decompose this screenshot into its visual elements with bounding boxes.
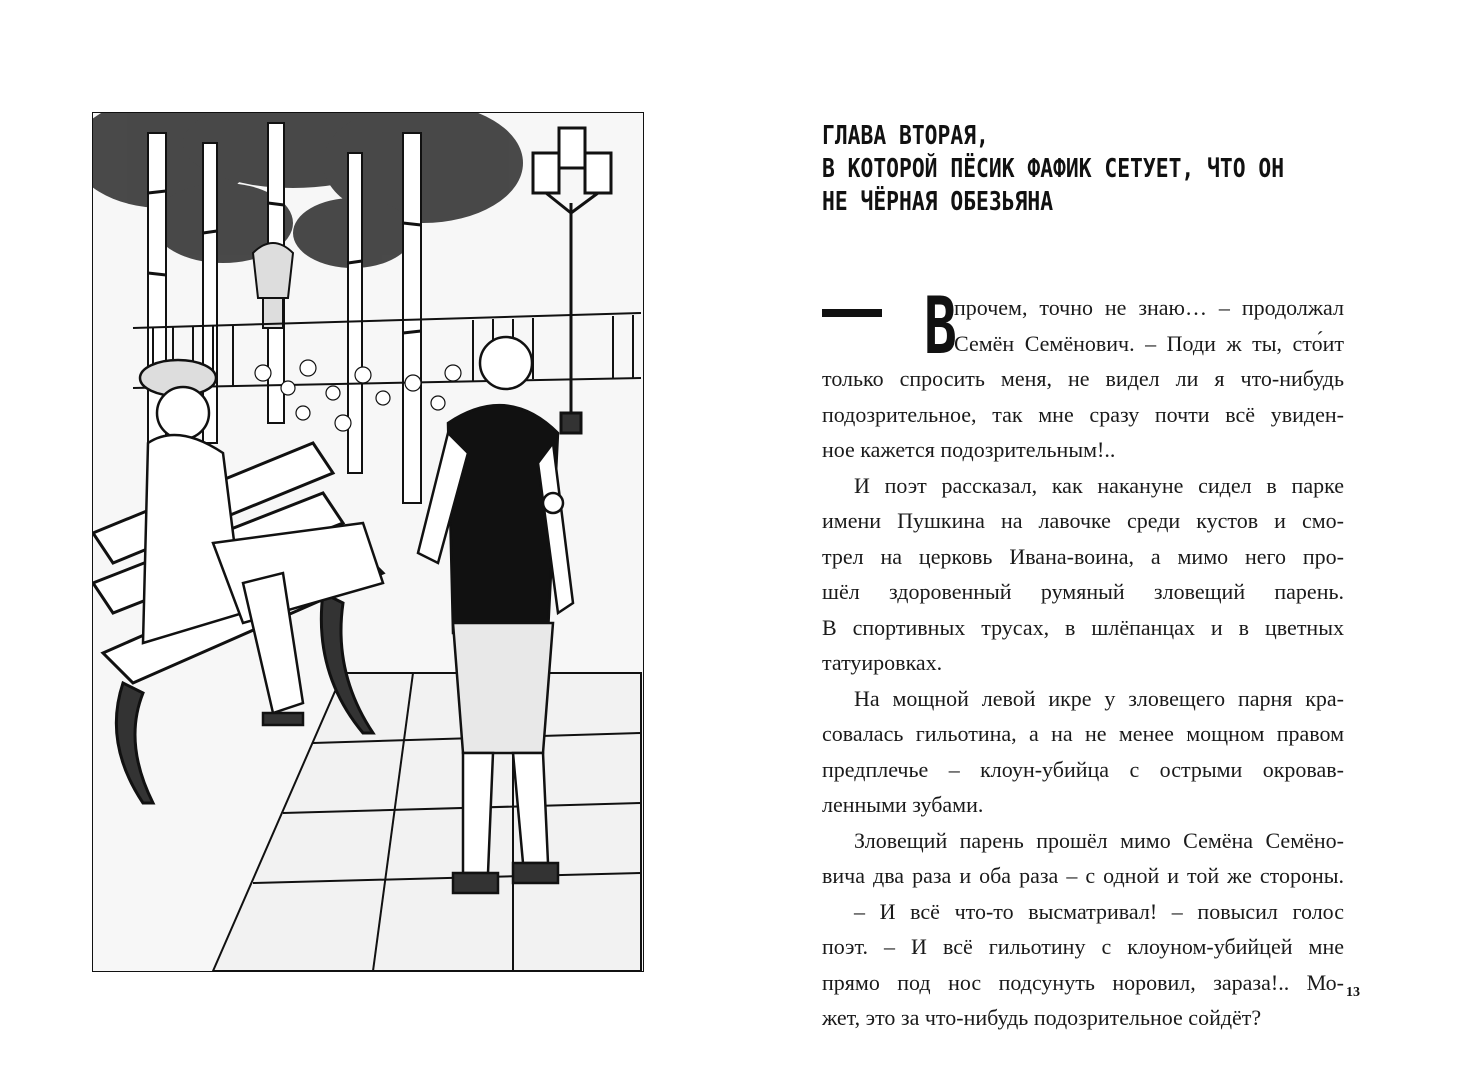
text-line: вича два раза и оба раза – с одной и той же стороны. — [822, 863, 1344, 888]
text-line: В спортивных трусах, в шлёпанцах и в цветных — [822, 614, 1344, 640]
text-line: только спросить меня, не видел ли я что-нибудь — [822, 366, 1344, 391]
body-text — [822, 282, 1344, 1036]
text-line: прочем, точно не знаю… – продолжал — [954, 295, 1344, 320]
chapter-heading-line: НЕ ЧЁРНАЯ ОБЕЗЬЯНА — [822, 187, 1054, 217]
text-line: прямо под нос подсунуть норовил, зараза!.. Мо- — [822, 969, 1344, 995]
text-line: совалась гильотина, а на не менее мощном правом — [822, 721, 1344, 746]
chapter-heading-line: ГЛАВА ВТОРАЯ, — [822, 121, 989, 151]
drop-cap-letter: В — [924, 282, 957, 372]
text-line: трел на церковь Ивана-воина, а мимо него про- — [822, 543, 1344, 569]
text-line: подозрительное, так мне сразу почти всё увиден- — [822, 401, 1344, 427]
text-line: предплечье – клоун-убийца с острыми окровав- — [822, 756, 1344, 782]
text-line: поэт. – И всё гильотину с клоуном-убийцей мне — [822, 934, 1344, 959]
paragraph-lines — [822, 361, 1344, 1036]
text-line: ленными зубами. — [822, 792, 984, 817]
chapter-heading — [822, 120, 1285, 219]
text-line: татуировках. — [822, 650, 943, 675]
chapter-heading-line: В КОТОРОЙ ПЁСИК ФАФИК СЕТУЕТ, ЧТО ОН — [822, 154, 1285, 184]
text-line: Семён Семёнович. – Поди ж ты, сто́ит — [954, 330, 1344, 356]
text-line: Зловещий парень прошёл мимо Семёна Семёно- — [854, 827, 1344, 853]
text-line: – И всё что-то высматривал! – повысил голос — [854, 898, 1344, 924]
text-line: жет, это за что-нибудь подозрительное сойдёт? — [822, 1005, 1262, 1030]
text-line: На мощной левой икре у зловещего парня кра- — [854, 685, 1344, 711]
text-line: имени Пушкина на лавочке среди кустов и смо- — [822, 508, 1344, 533]
page-number: 13 — [1346, 985, 1360, 1000]
park-bench-illustration — [92, 112, 644, 972]
text-line: И поэт рассказал, как накануне сидел в парке — [854, 472, 1344, 498]
ink-drawing-image — [93, 113, 643, 971]
text-line: ное кажется подозрительным!.. — [822, 437, 1116, 462]
text-line: шёл здоровенный румяный зловещий парень. — [822, 579, 1344, 604]
